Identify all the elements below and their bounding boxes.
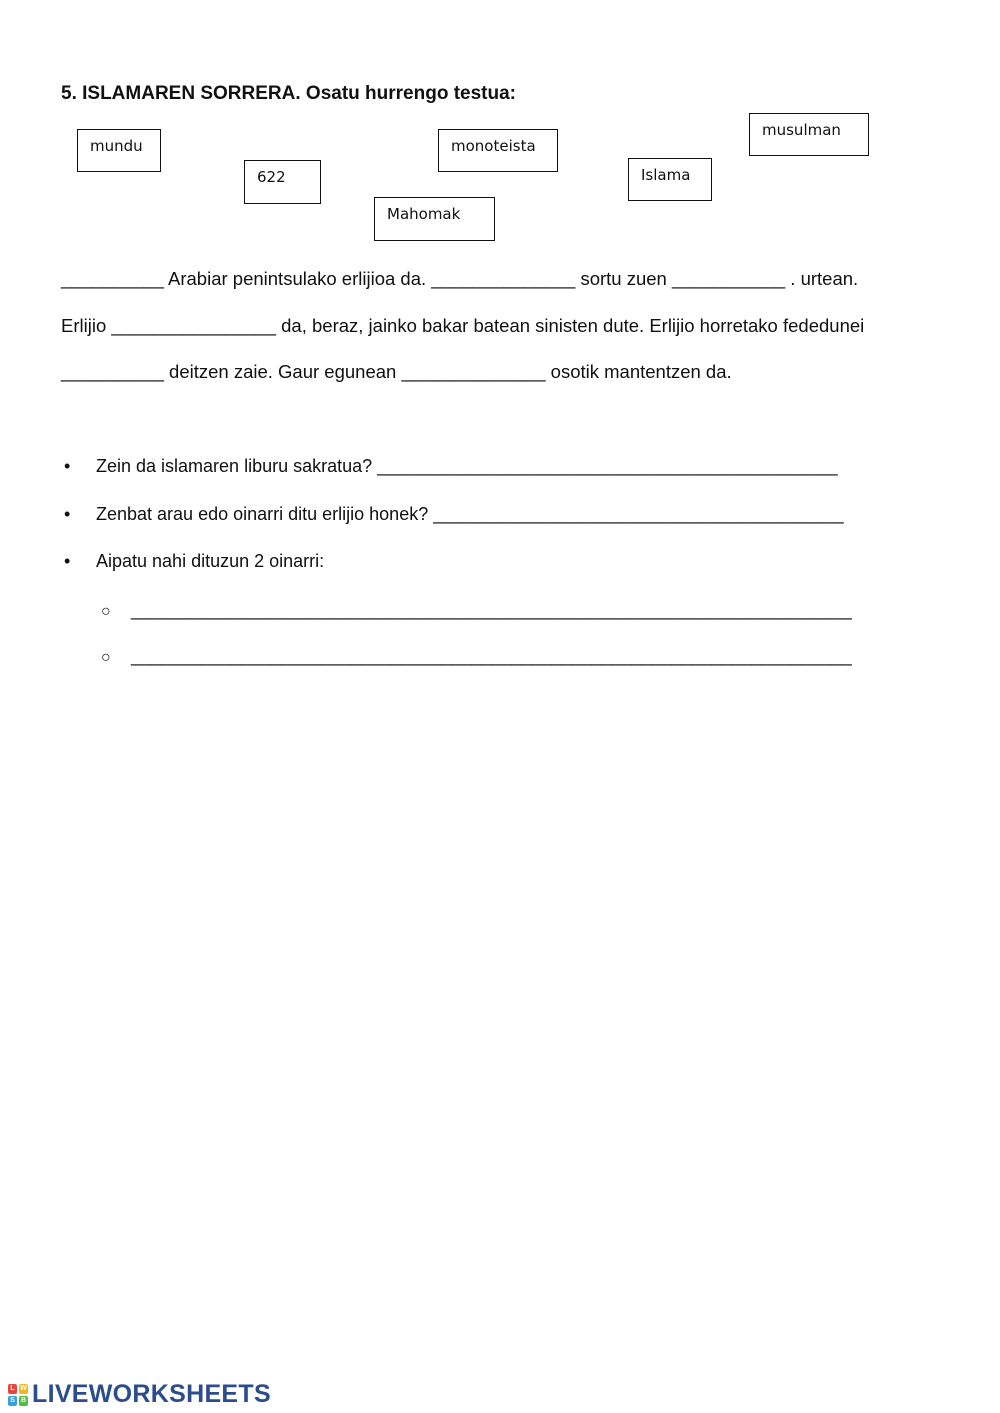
question-3-text: Aipatu nahi dituzun 2 oinarri: (96, 551, 325, 571)
word-box-label: 622 (257, 168, 286, 186)
bullet-marker: • (64, 504, 71, 524)
word-box-mahomak[interactable] (374, 197, 495, 241)
word-box-mundu[interactable] (77, 129, 161, 172)
brand-name: LIVEWORKSHEETS (32, 1380, 271, 1408)
paragraph-line-3: __________ deitzen zaie. Gaur egunean ______________ osotik mantentzen da. (61, 361, 732, 382)
word-box-label: monoteista (451, 137, 536, 155)
question-2 (64, 504, 844, 525)
word-box-label: Islama (641, 166, 691, 184)
word-box-islama[interactable] (628, 158, 712, 201)
word-box-musulman[interactable] (749, 113, 869, 156)
answer-line-2 (101, 646, 852, 667)
word-box-label: Mahomak (387, 205, 461, 223)
exercise-heading: 5. ISLAMAREN SORRERA. Osatu hurrengo testua: (61, 83, 516, 104)
bullet-marker: • (64, 551, 71, 571)
question-2-text[interactable]: Zenbat arau edo oinarri ditu erlijio honek? _________________________________________ (96, 504, 844, 524)
paragraph-line-2: Erlijio ________________ da, beraz, jainko bakar batean sinisten dute. Erlijio horretako fededunei (61, 315, 865, 336)
word-box-label: musulman (762, 121, 841, 139)
paragraph-line-1: __________ Arabiar penintsulako erlijioa da. ______________ sortu zuen ___________ . urtean. (61, 268, 859, 289)
liveworksheets-logo-icon: L W S B (8, 1384, 28, 1406)
answer-line-1 (101, 600, 852, 621)
bullet-marker: • (64, 456, 71, 476)
question-1-text[interactable]: Zein da islamaren liburu sakratua? ______________________________________________ (96, 456, 838, 476)
question-1 (64, 456, 838, 477)
liveworksheets-footer (8, 1380, 271, 1409)
word-box-monoteista[interactable] (438, 129, 558, 172)
sub-bullet-marker: ○ (101, 649, 111, 666)
word-box-622[interactable] (244, 160, 321, 204)
answer-line-2-blank[interactable]: ________________________________________________________________________ (131, 646, 852, 666)
answer-line-1-blank[interactable]: ________________________________________________________________________ (131, 600, 852, 620)
word-box-label: mundu (90, 137, 143, 155)
sub-bullet-marker: ○ (101, 603, 111, 620)
question-3 (64, 551, 324, 572)
